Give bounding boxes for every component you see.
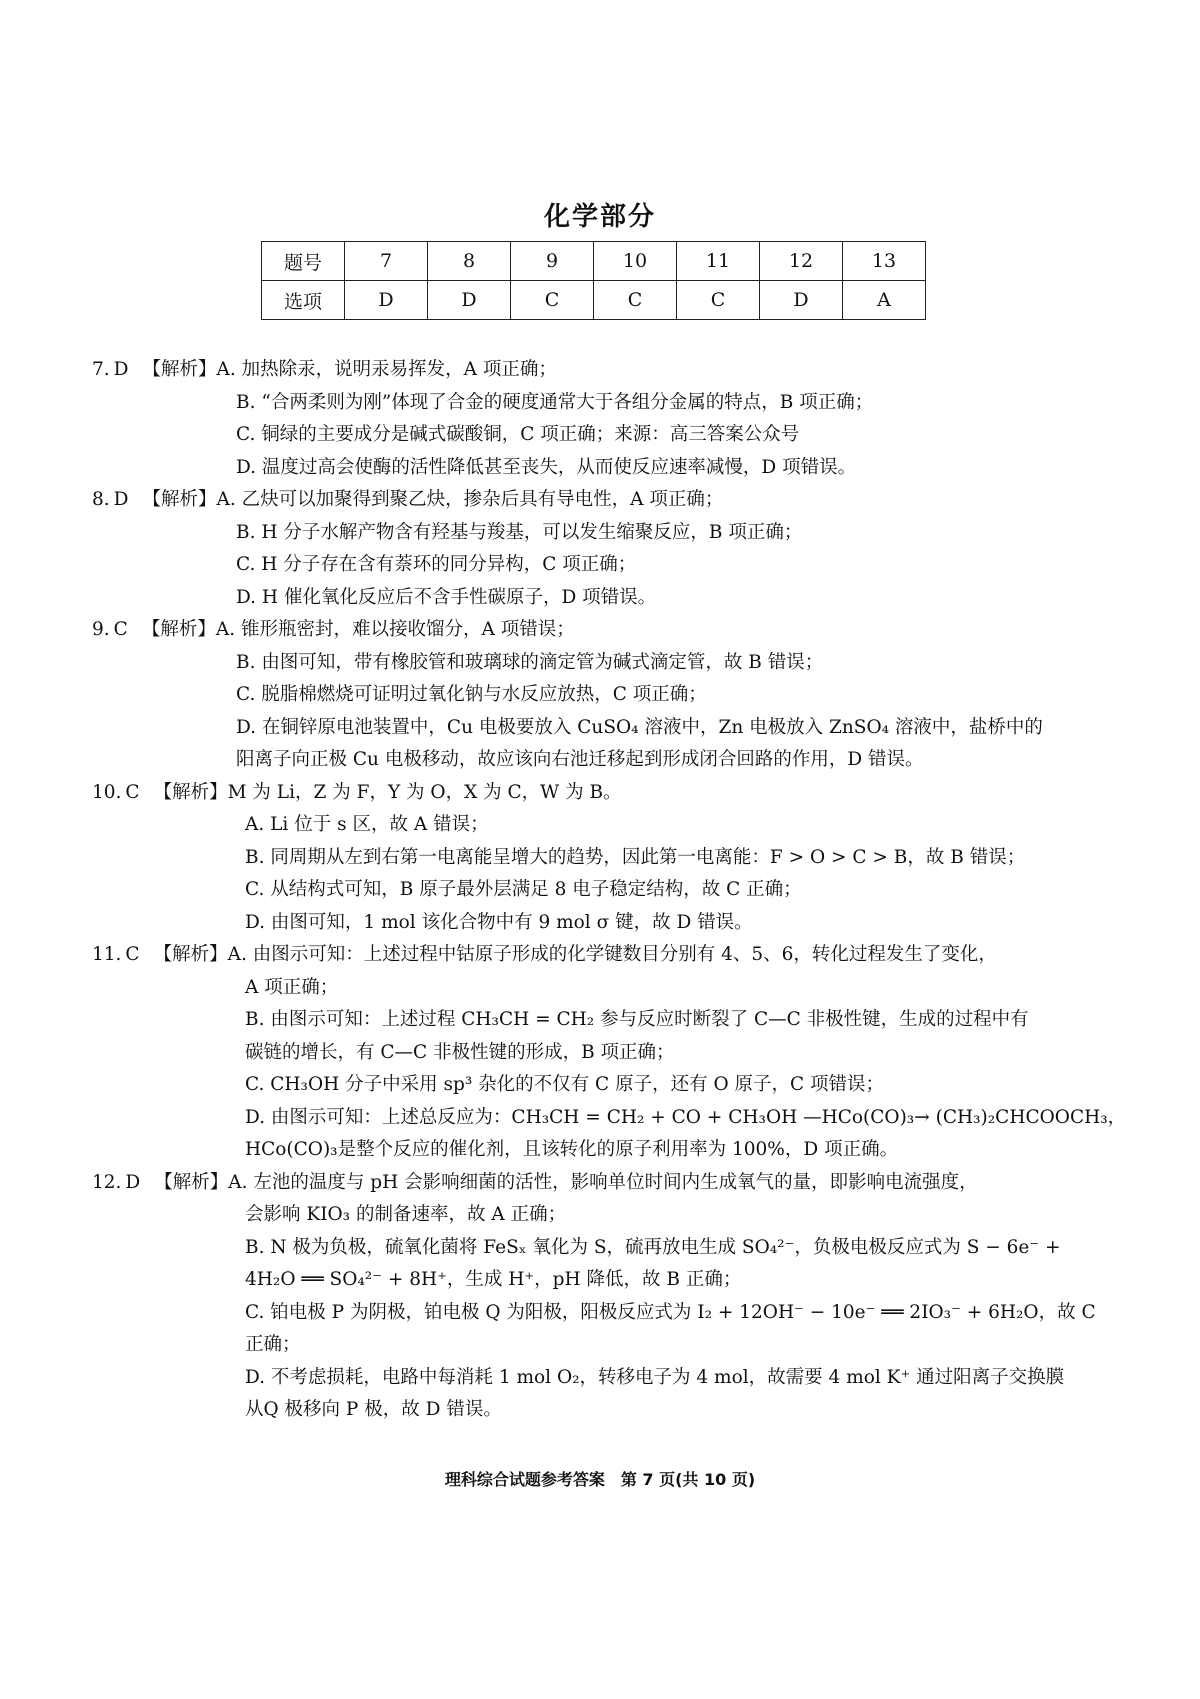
question-number: 10. <box>92 781 122 803</box>
question-answer: D <box>125 1171 141 1193</box>
explanation-line: A. 乙炔可以加聚得到聚乙炔，掺杂后具有导电性，A 项正确； <box>216 489 724 510</box>
explanation-line: A. 由图示可知：上述过程中钴原子形成的化学键数目分别有 4、5、6，转化过程发生了变化， <box>227 944 997 965</box>
analysis-tag: 【解析】 <box>142 489 217 510</box>
table-row <box>262 281 926 320</box>
explanation-line: D. 在铜锌原电池装置中，Cu 电极要放入 CuSO₄ 溶液中，Zn 电极放入 ZnSO₄ 溶液中，盐桥中的 <box>236 716 1043 738</box>
explanation-line: D. 温度过高会使酶的活性降低甚至丧失，从而使反应速率减慢，D 项错误。 <box>236 456 857 478</box>
explanation-item <box>92 777 1092 940</box>
explanation-item <box>92 1167 1096 1427</box>
table-cell: D <box>428 281 511 320</box>
explanation-line: C. 铂电极 P 为阴极，铂电极 Q 为阳极，阳极反应式为 I₂ + 12OH⁻ − 10e⁻ ══ 2IO₃⁻ + 6H₂O，故 C <box>245 1301 1096 1323</box>
question-number: 7. <box>92 359 110 380</box>
table-cell: D <box>345 281 428 320</box>
explanation-line: 会影响 KIO₃ 的制备速率，故 A 正确； <box>245 1204 567 1225</box>
table-cell: 11 <box>677 242 760 281</box>
explanation-line: A. 加热除汞，说明汞易挥发，A 项正确； <box>216 359 557 380</box>
question-answer: D <box>113 359 129 380</box>
analysis-tag: 【解析】 <box>141 619 216 640</box>
explanation-line: 阳离子向正极 Cu 电极移动，故应该向右池迁移起到形成闭合回路的作用，D 错误。 <box>236 749 924 770</box>
explanation-item <box>92 354 1092 484</box>
table-cell: 10 <box>594 242 677 281</box>
explanation-line: B. “合两柔则为刚”体现了合金的硬度通常大于各组分金属的特点，B 项正确； <box>236 391 874 413</box>
table-cell: 选项 <box>262 281 345 320</box>
analysis-tag: 【解析】 <box>142 359 217 380</box>
explanation-line: 正确； <box>245 1334 301 1355</box>
table-cell: 9 <box>511 242 594 281</box>
explanation-item <box>92 614 1092 777</box>
question-number: 8. <box>92 489 110 510</box>
explanation-item <box>92 939 1127 1167</box>
table-cell: 题号 <box>262 242 345 281</box>
table-cell: C <box>511 281 594 320</box>
table-cell: A <box>843 281 926 320</box>
table-cell: 13 <box>843 242 926 281</box>
explanation-line: B. H 分子水解产物含有羟基与羧基，可以发生缩聚反应，B 项正确； <box>236 521 803 543</box>
explanation-line: A 项正确； <box>245 976 339 998</box>
question-number: 9. <box>92 619 110 640</box>
explanation-line: B. 由图示可知：上述过程 CH₃CH = CH₂ 参与反应时断裂了 C—C 非极性键，生成的过程中有 <box>245 1009 1029 1030</box>
explanation-line: A. 左池的温度与 pH 会影响细菌的活性，影响单位时间内生成氧气的量，即影响电流强度， <box>228 1171 978 1193</box>
explanation-line: A. 锥形瓶密封，难以接收馏分，A 项错误； <box>215 619 575 640</box>
explanation-line: C. H 分子存在含有萘环的同分异构，C 项正确； <box>236 554 637 575</box>
explanation-line: B. 同周期从左到右第一电离能呈增大的趋势，因此第一电离能：F > O > C > B，故 B 错误； <box>245 846 1026 868</box>
explanation-line: A. Li 位于 s 区，故 A 错误； <box>245 814 489 835</box>
explanation-line: 4H₂O ══ SO₄²⁻ + 8H⁺，生成 H⁺，pH 降低，故 B 正确； <box>245 1269 742 1290</box>
question-answer: C <box>113 619 128 640</box>
page-footer: 理科综合试题参考答案 第 7 页(共 10 页) <box>444 1470 756 1489</box>
analysis-tag: 【解析】 <box>153 781 228 803</box>
table-row <box>262 242 926 281</box>
question-number: 12. <box>92 1171 122 1193</box>
table-cell: C <box>594 281 677 320</box>
explanation-line: D. 由图示可知：上述总反应为：CH₃CH = CH₂ + CO + CH₃OH —HCo(CO)₃→ (CH₃)₂CHCOOCH₃， <box>245 1106 1127 1128</box>
explanation-line: C. 铜绿的主要成分是碱式碳酸铜，C 项正确；来源：高三答案公众号 <box>236 424 800 445</box>
explanation-line: HCo(CO)₃是整个反应的催化剂，且该转化的原子利用率为 100%，D 项正确。 <box>245 1139 899 1160</box>
explanation-line: D. H 催化氧化反应后不含手性碳原子，D 项错误。 <box>236 586 657 608</box>
explanation-line: C. 从结构式可知，B 原子最外层满足 8 电子稳定结构，故 C 正确； <box>245 879 802 900</box>
explanation-line: D. 不考虑损耗，电路中每消耗 1 mol O₂，转移电子为 4 mol，故需要 4 mol K⁺ 通过阳离子交换膜 <box>245 1366 1065 1388</box>
explanation-line: M 为 Li，Z 为 F，Y 为 O，X 为 C，W 为 B。 <box>227 781 622 803</box>
question-answer: D <box>113 489 129 510</box>
analysis-tag: 【解析】 <box>154 1171 229 1193</box>
table-cell: 12 <box>760 242 843 281</box>
table-cell: 7 <box>345 242 428 281</box>
explanations <box>92 354 1127 1427</box>
question-answer: C <box>125 944 140 965</box>
question-answer: C <box>125 781 140 803</box>
question-number: 11. <box>92 944 122 965</box>
answer-table <box>261 241 926 320</box>
table-cell: 8 <box>428 242 511 281</box>
explanation-line: D. 由图可知，1 mol 该化合物中有 9 mol σ 键，故 D 错误。 <box>245 911 753 933</box>
table-cell: C <box>677 281 760 320</box>
explanation-line: B. N 极为负极，硫氧化菌将 FeSₓ 氧化为 S，硫再放电生成 SO₄²⁻，负极电极反应式为 S − 6e⁻ + <box>245 1236 1061 1258</box>
explanation-line: C. 脱脂棉燃烧可证明过氧化钠与水反应放热，C 项正确； <box>236 684 707 705</box>
explanation-item <box>92 484 1092 614</box>
explanation-line: 碳链的增长，有 C—C 非极性键的形成，B 项正确； <box>245 1041 675 1063</box>
table-cell: D <box>760 281 843 320</box>
explanation-line: 从Q 极移向 P 极，故 D 错误。 <box>245 1399 502 1420</box>
analysis-tag: 【解析】 <box>153 944 228 965</box>
explanation-line: C. CH₃OH 分子中采用 sp³ 杂化的不仅有 C 原子，还有 O 原子，C 项错误； <box>245 1074 885 1095</box>
section-title: 化学部分 <box>543 202 656 232</box>
explanation-line: B. 由图可知，带有橡胶管和玻璃球的滴定管为碱式滴定管，故 B 错误； <box>236 651 824 673</box>
